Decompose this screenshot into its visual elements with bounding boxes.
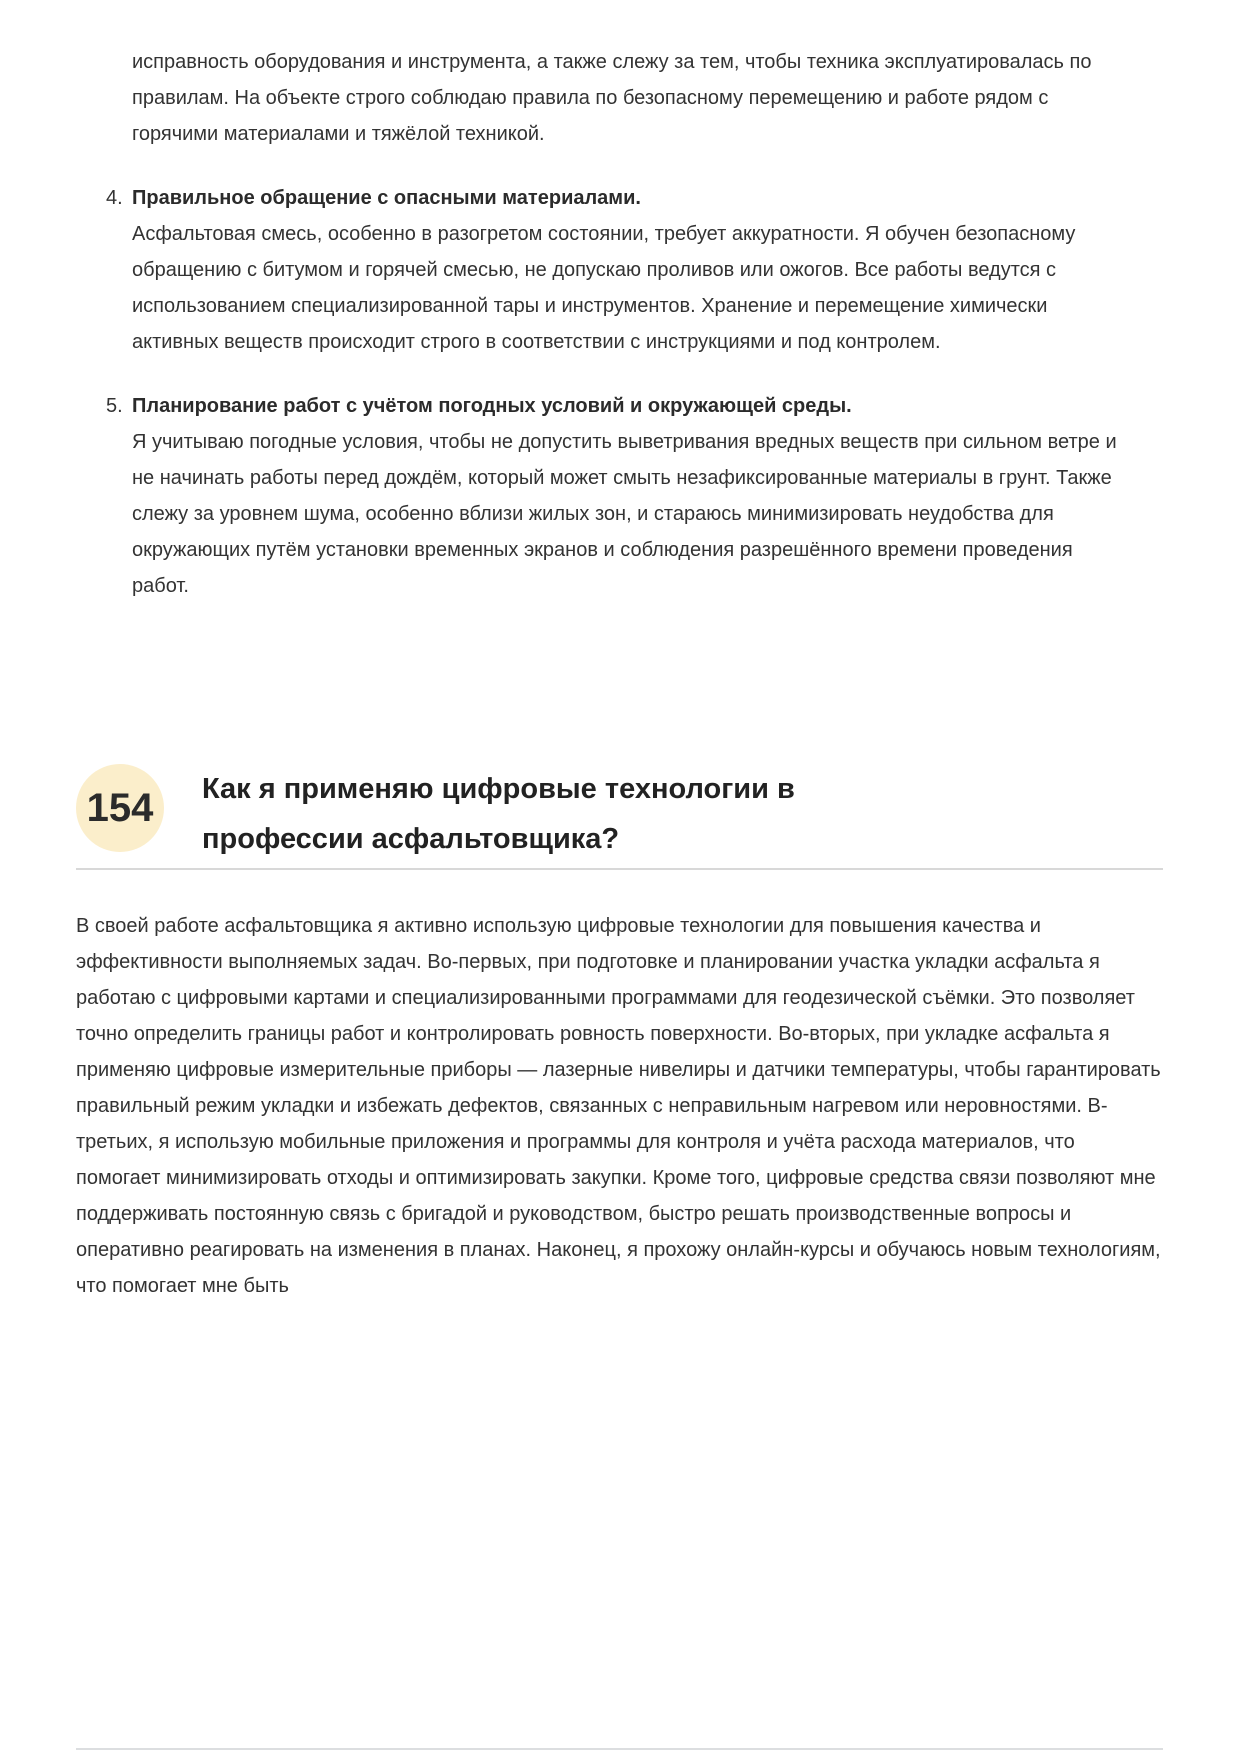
section-body-paragraph: В своей работе асфальтовщика я активно использую цифровые технологии для повышения качества и эффективности выполняемых задач. Во-первых, при подготовке и планировании участка укладки асфальта я работаю с цифровыми картами и специализированными программами для геодезической съёмки. Это позволяет точно определить границы работ и контролировать ровность поверхности. Во-вторых, при укладке асфальта я применяю цифровые измерительные приборы — лазерные нивелиры и датчики температуры, чтобы гарантировать правильный режим укладки и избежать дефектов, связанных с неправильным нагревом или неровностями. В-третьих, я использую мобильные приложения и программы для контроля и учёта расхода материалов, что помогает минимизировать отходы и оптимизировать закупки. Кроме того, цифровые средства связи позволяют мне поддерживать постоянную связь с бригадой и руководством, быстро решать производственные вопросы и оперативно реагировать на изменения в планах. Наконец, я прохожу онлайн-курсы и обучаюсь новым технологиям, что помогает мне быть (76, 915, 1161, 1297)
list-item-4-number: 4. (106, 187, 123, 209)
list-item-5-body: Я учитываю погодные условия, чтобы не допустить выветривания вредных веществ при сильном ветре и не начинать работы перед дождём, который может смыть незафиксированные материалы в грунт. Также слежу за уровнем шума, особенно вблизи жилых зон, и стараюсь минимизировать неудобства для окружающих путём установки временных экранов и соблюдения разрешённого времени проведения работ. (132, 431, 1117, 597)
list-item-4 (106, 180, 1132, 360)
list-item-4-body: Асфальтовая смесь, особенно в разогретом состоянии, требует аккуратности. Я обучен безопасному обращению с битумом и горячей смесью, не допускаю проливов или ожогов. Все работы ведутся с использованием специализированной тары и инструментов. Хранение и перемещение химически активных веществ происходит строго в соответствии с инструкциями и под контролем. (132, 223, 1076, 353)
numbered-list (76, 44, 1163, 604)
list-item-5-title: Планирование работ с учётом погодных условий и окружающей среды. (132, 395, 852, 417)
section-title: Как я применяю цифровые технологии в профессии асфальтовщика? (202, 773, 795, 855)
section-header (76, 764, 1163, 864)
page-bottom-rule (76, 1748, 1163, 1750)
list-item-3-continuation-text: исправность оборудования и инструмента, а также слежу за тем, чтобы техника эксплуатировалась по правилам. На объекте строго соблюдаю правила по безопасному перемещению и работе рядом с горячими материалами и тяжёлой техникой. (132, 51, 1092, 145)
list-item-5-number: 5. (106, 395, 123, 417)
list-item-5 (106, 388, 1132, 604)
list-item-4-content (132, 180, 1132, 360)
section-title-divider (76, 868, 1163, 870)
list-item-5-content (132, 388, 1132, 604)
section-number-badge (76, 764, 164, 852)
section-number: 154 (86, 786, 154, 830)
list-item-4-title: Правильное обращение с опасными материалами. (132, 187, 641, 209)
